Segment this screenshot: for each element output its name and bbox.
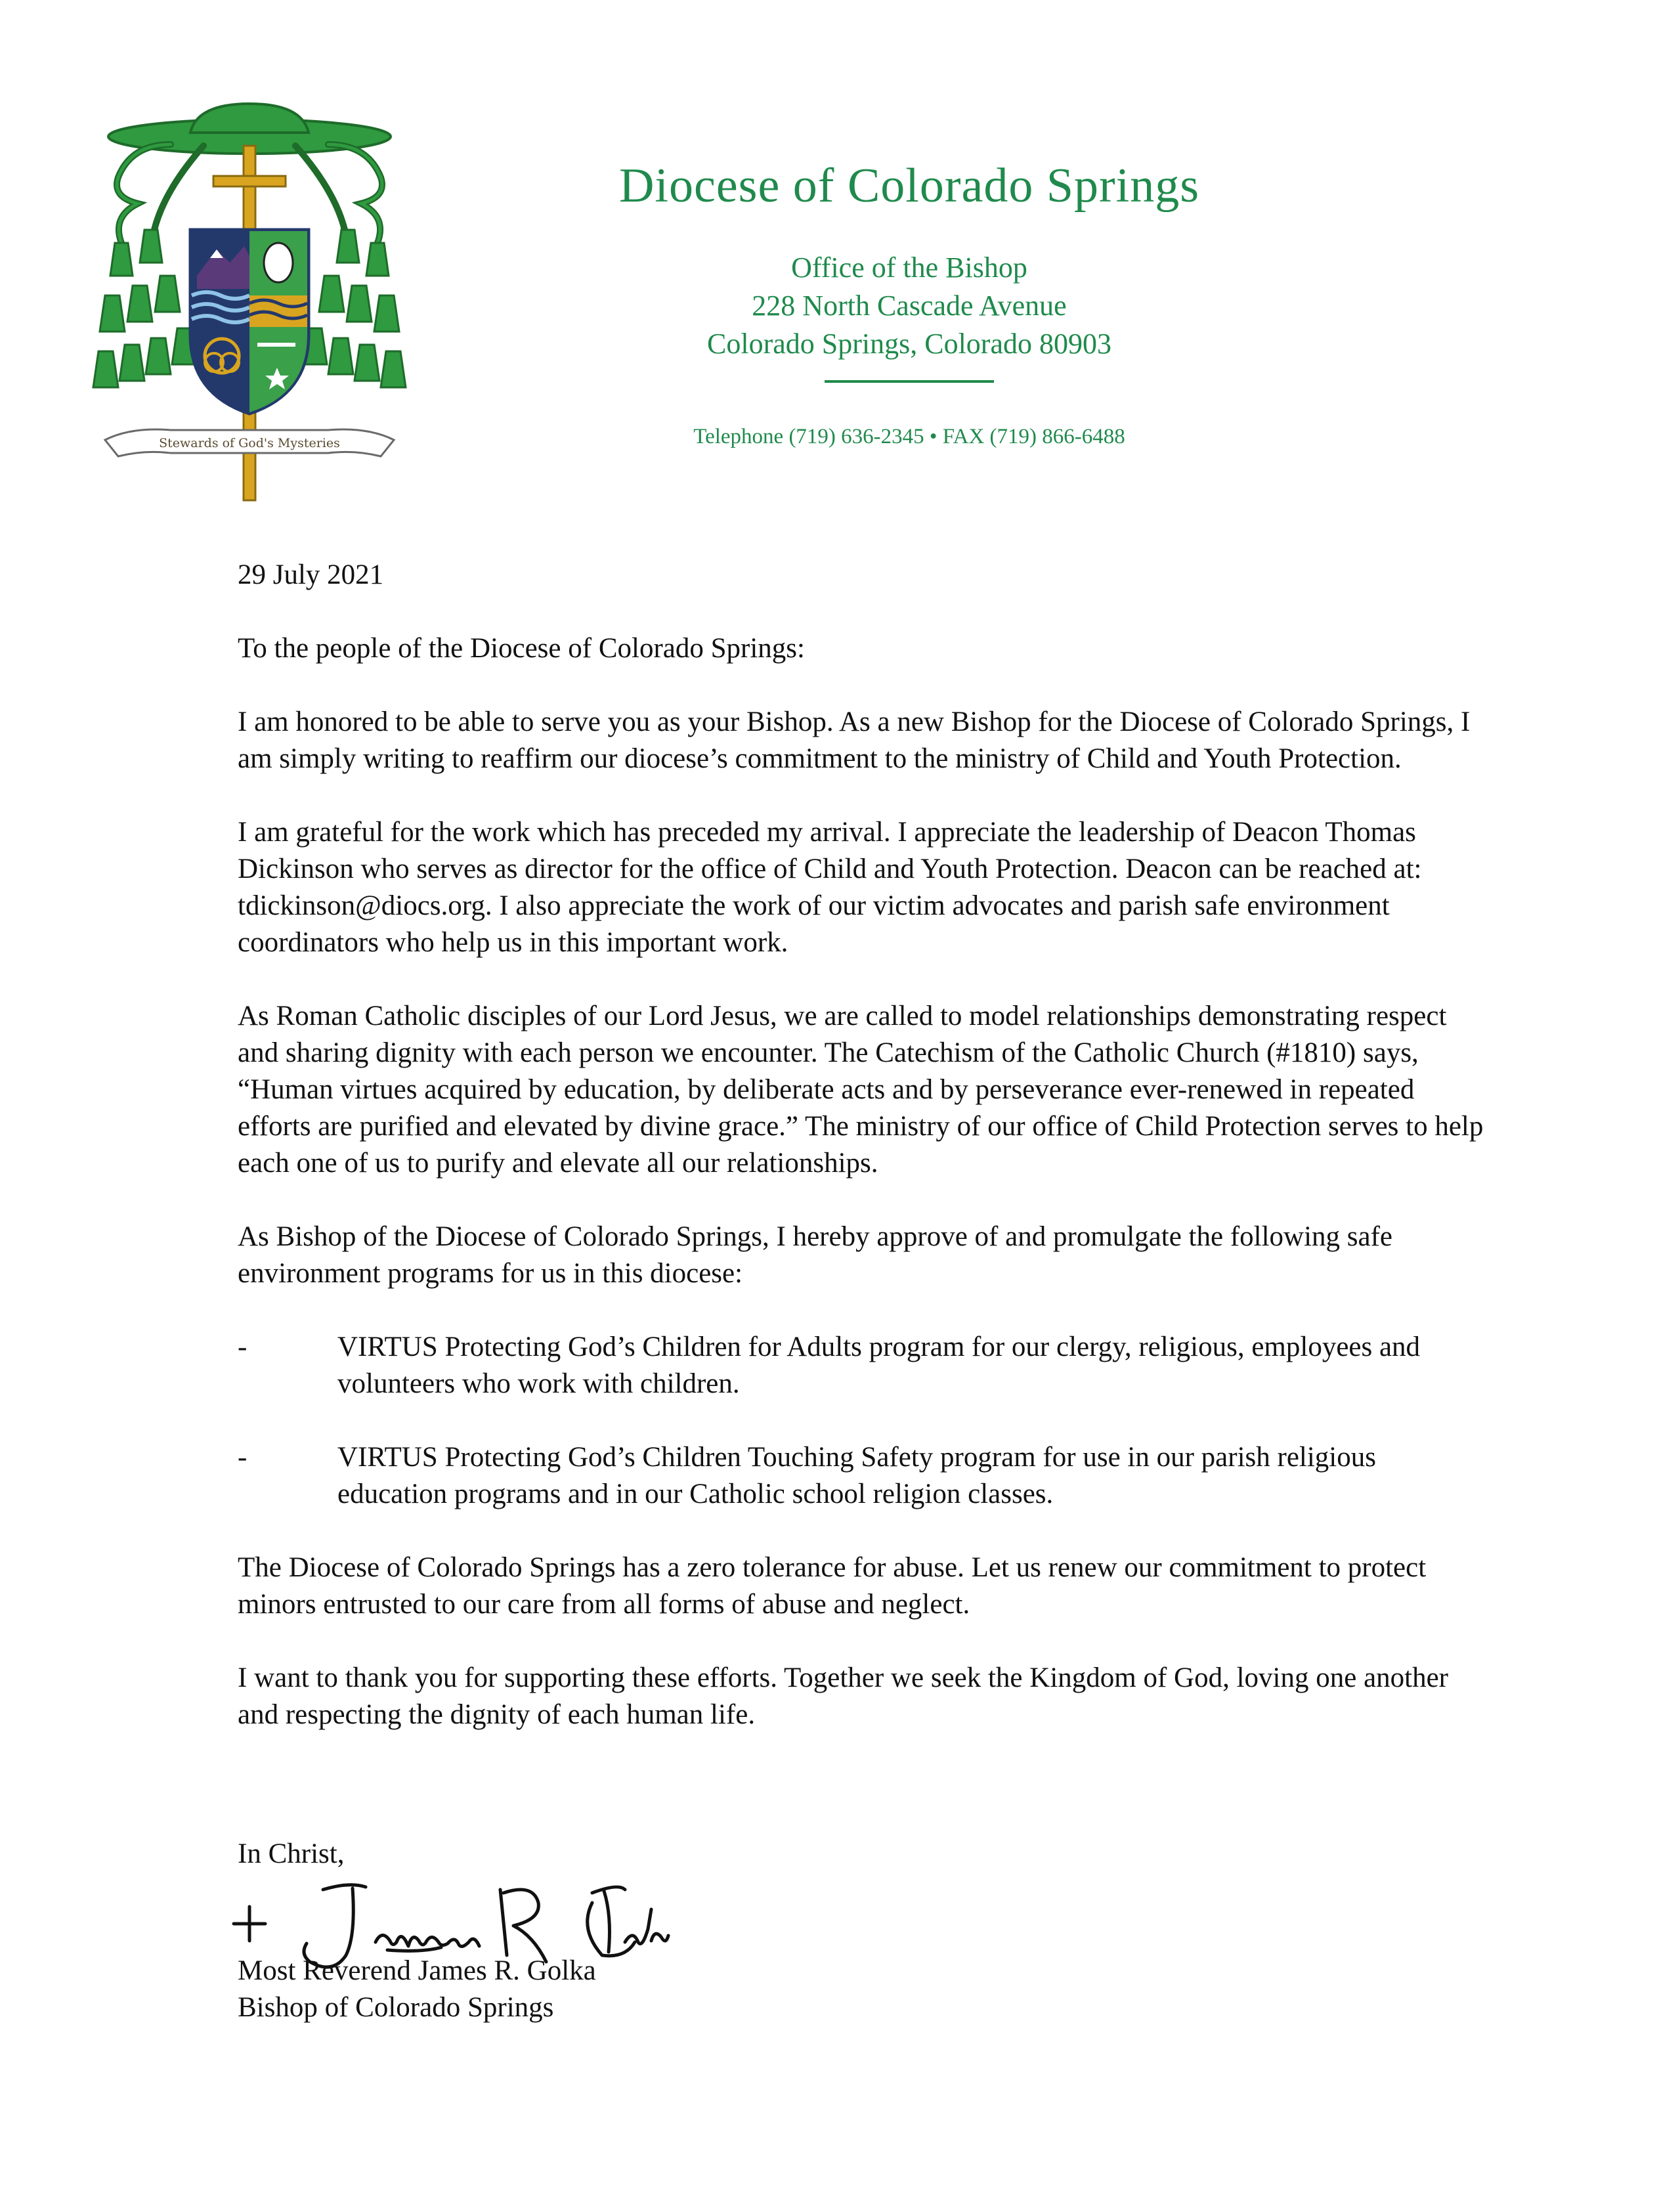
closing: In Christ, — [238, 1838, 345, 1869]
bullet-dash: - — [238, 1332, 248, 1362]
office-name: Office of the Bishop — [791, 251, 1027, 284]
program-list-item — [238, 1329, 1485, 1402]
letter-date: 29 July 2021 — [238, 559, 384, 590]
letter-body — [238, 557, 1485, 1733]
paragraph: The Diocese of Colorado Springs has a zero tolerance for abuse. Let us renew our commitment to protect minors entrusted to our care from all forms of abuse and neglect. — [238, 1552, 1427, 1620]
salutation: To the people of the Diocese of Colorado Springs: — [238, 633, 805, 664]
signer-name: Most Reverend James R. Golka — [238, 1955, 596, 1986]
program-text: VIRTUS Protecting God’s Children for Adults program for our clergy, religious, employees and volunteers who work with children. — [337, 1332, 1421, 1399]
motto-text: Stewards of God's Mysteries — [159, 436, 340, 450]
signer-title: Bishop of Colorado Springs — [238, 1992, 554, 2023]
street-address: 228 North Cascade Avenue — [752, 290, 1067, 322]
city-address: Colorado Springs, Colorado 80903 — [707, 328, 1111, 360]
tassels-right — [302, 230, 406, 387]
paragraph: As Bishop of the Diocese of Colorado Springs, I hereby approve of and promulgate the following safe environment programs for us in this diocese: — [238, 1221, 1393, 1289]
letterhead-divider — [825, 380, 994, 383]
paragraph: I am honored to be able to serve you as your Bishop. As a new Bishop for the Diocese of Colorado Springs, I am simply writing to reaffirm our diocese’s commitment to the ministry of Child and Youth Protection. — [238, 706, 1471, 774]
program-text: VIRTUS Protecting God’s Children Touching Safety program for use in our parish religious education programs and in our Catholic school religion classes. — [337, 1442, 1376, 1509]
coat-of-arms — [92, 98, 407, 506]
paragraph: I want to thank you for supporting these efforts. Together we seek the Kingdom of God, loving one another and respecting the dignity of each human life. — [238, 1662, 1449, 1730]
paragraph: I am grateful for the work which has preceded my arrival. I appreciate the leadership of Deacon Thomas Dickinson who serves as director for the office of Child and Youth Protection. Deacon can be reached at: tdickinson@diocs.org. I also appreciate the work of our victim advocates and parish safe environment coordinators who help us in this important work. — [238, 817, 1422, 958]
signature-block — [238, 1953, 596, 2026]
diocese-name: Diocese of Colorado Springs — [618, 159, 1200, 213]
letterhead — [499, 154, 1320, 451]
bullet-dash: - — [238, 1442, 248, 1473]
contact-line: Telephone (719) 636-2345 • FAX (719) 866-6488 — [693, 425, 1125, 448]
shield-icon — [190, 230, 309, 414]
program-list-item — [238, 1439, 1485, 1513]
paragraph: As Roman Catholic disciples of our Lord Jesus, we are called to model relationships demonstrating respect and sharing dignity with each person we encounter. The Catechism of the Catholic Church (#1810) says, “Human virtues acquired by education, by deliberate acts and by perseverance ever-renewed in repeated efforts are purified and elevated by divine grace.” The ministry of our office of Child Protection serves to help each one of us to purify and elevate all our relationships. — [238, 1001, 1484, 1179]
tassels-left — [93, 230, 197, 387]
